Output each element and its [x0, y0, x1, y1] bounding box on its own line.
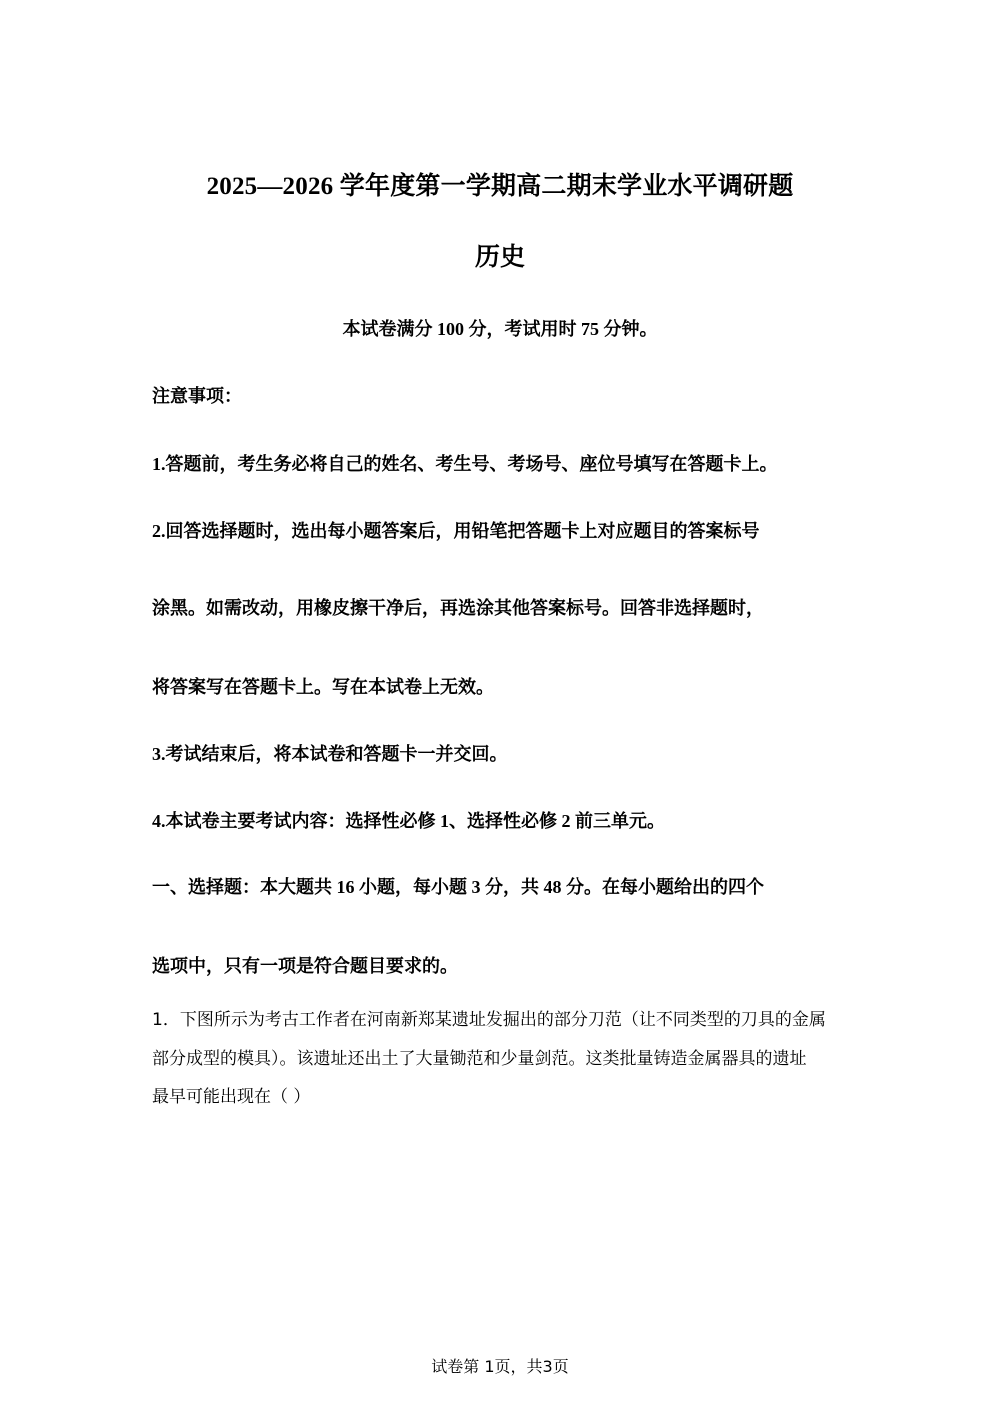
page-footer: 试卷第 1页，共3页	[431, 1357, 569, 1376]
section-heading-line-2: 选项中，只有一项是符合题目要求的。	[152, 956, 458, 976]
section-heading-line-1: 一、选择题：本大题共 16 小题，每小题 3 分，共 48 分。在每小题给出的四个	[152, 877, 764, 897]
notice-line-3: 涂黑。如需改动，用橡皮擦干净后，再选涂其他答案标号。回答非选择题时，	[152, 598, 764, 618]
notice-line-2: 2.回答选择题时，选出每小题答案后，用铅笔把答题卡上对应题目的答案标号	[152, 521, 760, 541]
question-1-line-2: 部分成型的模具）。该遗址还出土了大量锄范和少量剑范。这类批量铸造金属器具的遗址	[152, 1049, 807, 1069]
notice-line-1: 1.答题前，考生务必将自己的姓名、考生号、考场号、座位号填写在答题卡上。	[152, 454, 778, 474]
question-1-line-3: 最早可能出现在（ ）	[152, 1087, 311, 1107]
subject-title: 历史	[474, 244, 525, 271]
notice-line-4: 将答案写在答题卡上。写在本试卷上无效。	[152, 677, 494, 697]
exam-info: 本试卷满分 100 分，考试用时 75 分钟。	[342, 319, 658, 339]
notice-heading: 注意事项：	[152, 386, 242, 406]
notice-line-5: 3.考试结束后，将本试卷和答题卡一并交回。	[152, 744, 508, 764]
notice-line-6: 4.本试卷主要考试内容：选择性必修 1、选择性必修 2 前三单元。	[152, 811, 665, 831]
question-1-line-1: 1．下图所示为考古工作者在河南新郑某遗址发掘出的部分刀范（让不同类型的刀具的金属	[152, 1010, 826, 1030]
exam-title: 2025—2026 学年度第一学期高二期末学业水平调研题	[206, 173, 794, 200]
